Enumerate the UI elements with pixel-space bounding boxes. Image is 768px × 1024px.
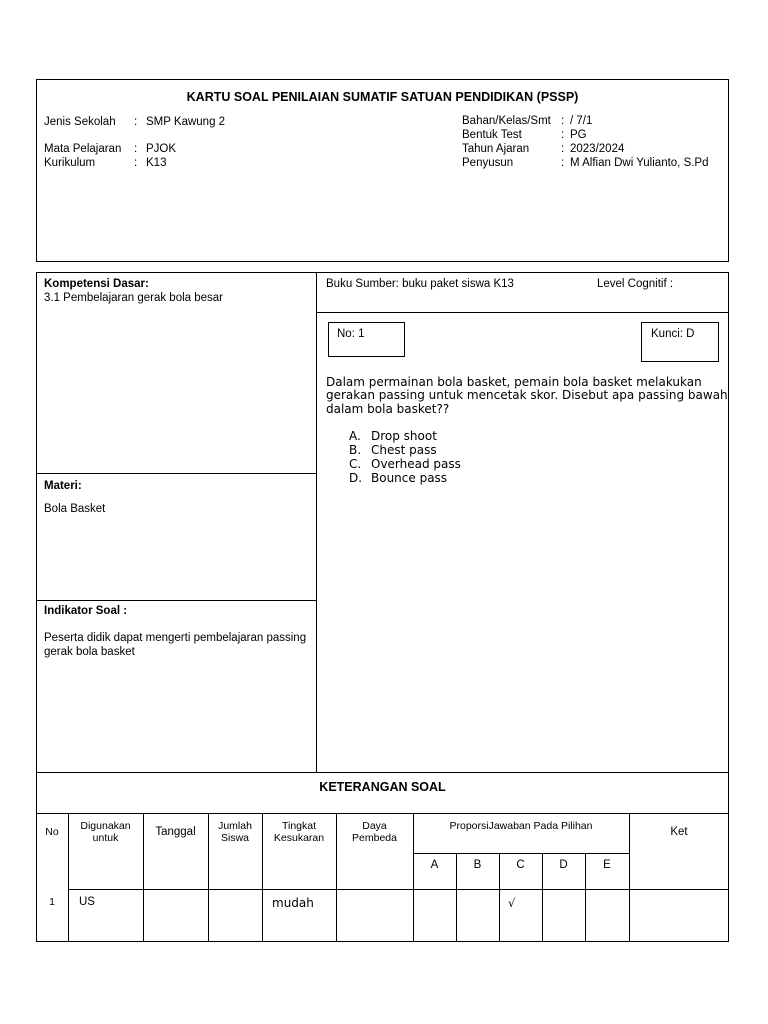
th-choice-e: E bbox=[603, 859, 611, 871]
value-mata-pelajaran: PJOK bbox=[146, 143, 177, 155]
sep-kurikulum: : bbox=[134, 157, 138, 169]
question-line-2: gerakan passing untuk mencetak skor. Disebut apa passing bawah bbox=[326, 388, 728, 402]
label-tahun-ajaran: Tahun Ajaran bbox=[462, 143, 530, 155]
indikator-line-1: Peserta didik dapat mengerti pembelajaran passing bbox=[44, 632, 307, 644]
level-cognitif: Level Cognitif : bbox=[597, 278, 674, 290]
sep-bahan: : bbox=[561, 115, 565, 127]
keterangan-title: KETERANGAN SOAL bbox=[319, 780, 446, 794]
row-digunakan: US bbox=[79, 896, 95, 908]
th-tingkat-2: Kesukaran bbox=[273, 832, 325, 844]
th-jumlah-1: Jumlah bbox=[218, 820, 252, 832]
label-jenis-sekolah: Jenis Sekolah bbox=[44, 116, 116, 128]
th-digunakan-1: Digunakan bbox=[80, 820, 131, 832]
value-bentuk-test: PG bbox=[570, 129, 587, 141]
row-no: 1 bbox=[49, 896, 55, 908]
option-a-letter: A. bbox=[349, 429, 361, 443]
question-line-3: dalam bola basket?? bbox=[326, 402, 450, 416]
soal-no: No: 1 bbox=[337, 328, 365, 340]
info-jenis-sekolah bbox=[44, 116, 116, 128]
th-choice-a: A bbox=[430, 859, 439, 871]
option-d bbox=[349, 471, 447, 485]
th-tingkat-1: Tingkat bbox=[281, 820, 317, 832]
th-choice-d: D bbox=[559, 859, 568, 871]
materi-label: Materi: bbox=[44, 480, 82, 492]
option-d-text: Bounce pass bbox=[371, 471, 448, 485]
kunci: Kunci: D bbox=[651, 328, 695, 340]
th-choice-b: B bbox=[473, 859, 482, 871]
sep-penyusun: : bbox=[561, 157, 565, 169]
option-b bbox=[349, 443, 437, 457]
label-kurikulum: Kurikulum bbox=[44, 157, 96, 169]
value-bahan: / 7/1 bbox=[570, 115, 593, 127]
label-mata-pelajaran: Mata Pelajaran bbox=[44, 143, 122, 155]
buku-sumber: Buku Sumber: buku paket siswa K13 bbox=[326, 278, 514, 290]
th-choice-c: C bbox=[516, 859, 525, 871]
row-tingkat: mudah bbox=[272, 896, 314, 910]
option-a bbox=[349, 429, 437, 443]
sep-tahun-ajaran: : bbox=[561, 143, 565, 155]
th-tanggal: Tanggal bbox=[155, 826, 196, 838]
option-c-text: Overhead pass bbox=[371, 457, 461, 471]
proporsi-divider bbox=[413, 853, 629, 854]
col-line-6 bbox=[413, 813, 414, 942]
label-bentuk-test: Bentuk Test bbox=[462, 129, 522, 141]
kompetensi-label: Kompetensi Dasar: bbox=[44, 278, 149, 290]
row-divider bbox=[68, 889, 729, 890]
indikator-label: Indikator Soal : bbox=[44, 605, 128, 617]
value-tahun-ajaran: 2023/2024 bbox=[570, 143, 625, 155]
th-digunakan-2: untuk bbox=[92, 832, 119, 844]
question-line-1: Dalam permainan bola basket, pemain bola basket melakukan bbox=[326, 375, 702, 389]
divider-materi bbox=[36, 473, 317, 474]
divider-keterangan bbox=[36, 772, 729, 773]
column-divider bbox=[316, 272, 317, 773]
page-title: KARTU SOAL PENILAIAN SUMATIF SATUAN PENDIDIKAN (PSSP) bbox=[186, 90, 579, 104]
th-daya-1: Daya bbox=[362, 820, 387, 832]
option-b-letter: B. bbox=[349, 443, 362, 457]
value-kurikulum: K13 bbox=[146, 157, 167, 169]
kompetensi-value: 3.1 Pembelajaran gerak bola besar bbox=[44, 292, 224, 304]
divider-sumber bbox=[316, 312, 729, 313]
th-proporsi: ProporsiJawaban Pada Pilihan bbox=[449, 820, 593, 832]
value-penyusun: M Alfian Dwi Yulianto, S.Pd bbox=[570, 157, 709, 169]
label-bahan: Bahan/Kelas/Smt bbox=[462, 115, 551, 127]
divider-indikator bbox=[36, 600, 317, 601]
header-box bbox=[36, 79, 729, 262]
label-penyusun: Penyusun bbox=[462, 157, 514, 169]
option-c bbox=[349, 457, 461, 471]
row-choice-c: √ bbox=[508, 896, 516, 910]
option-d-letter: D. bbox=[349, 471, 363, 485]
th-daya-2: Pembeda bbox=[352, 832, 397, 844]
th-no: No bbox=[45, 826, 59, 838]
th-ket: Ket bbox=[670, 826, 688, 838]
th-jumlah-2: Siswa bbox=[220, 832, 249, 844]
option-c-letter: C. bbox=[349, 457, 362, 471]
materi-value: Bola Basket bbox=[44, 503, 106, 515]
sep-mata-pelajaran: : bbox=[134, 143, 138, 155]
indikator-line-2: gerak bola basket bbox=[44, 646, 135, 658]
option-b-text: Chest pass bbox=[371, 443, 437, 457]
sep-bentuk-test: : bbox=[561, 129, 565, 141]
divider-table-top bbox=[36, 813, 729, 814]
option-a-text: Drop shoot bbox=[371, 429, 437, 443]
sep-jenis-sekolah: : bbox=[134, 116, 138, 128]
value-jenis-sekolah: SMP Kawung 2 bbox=[146, 116, 226, 128]
